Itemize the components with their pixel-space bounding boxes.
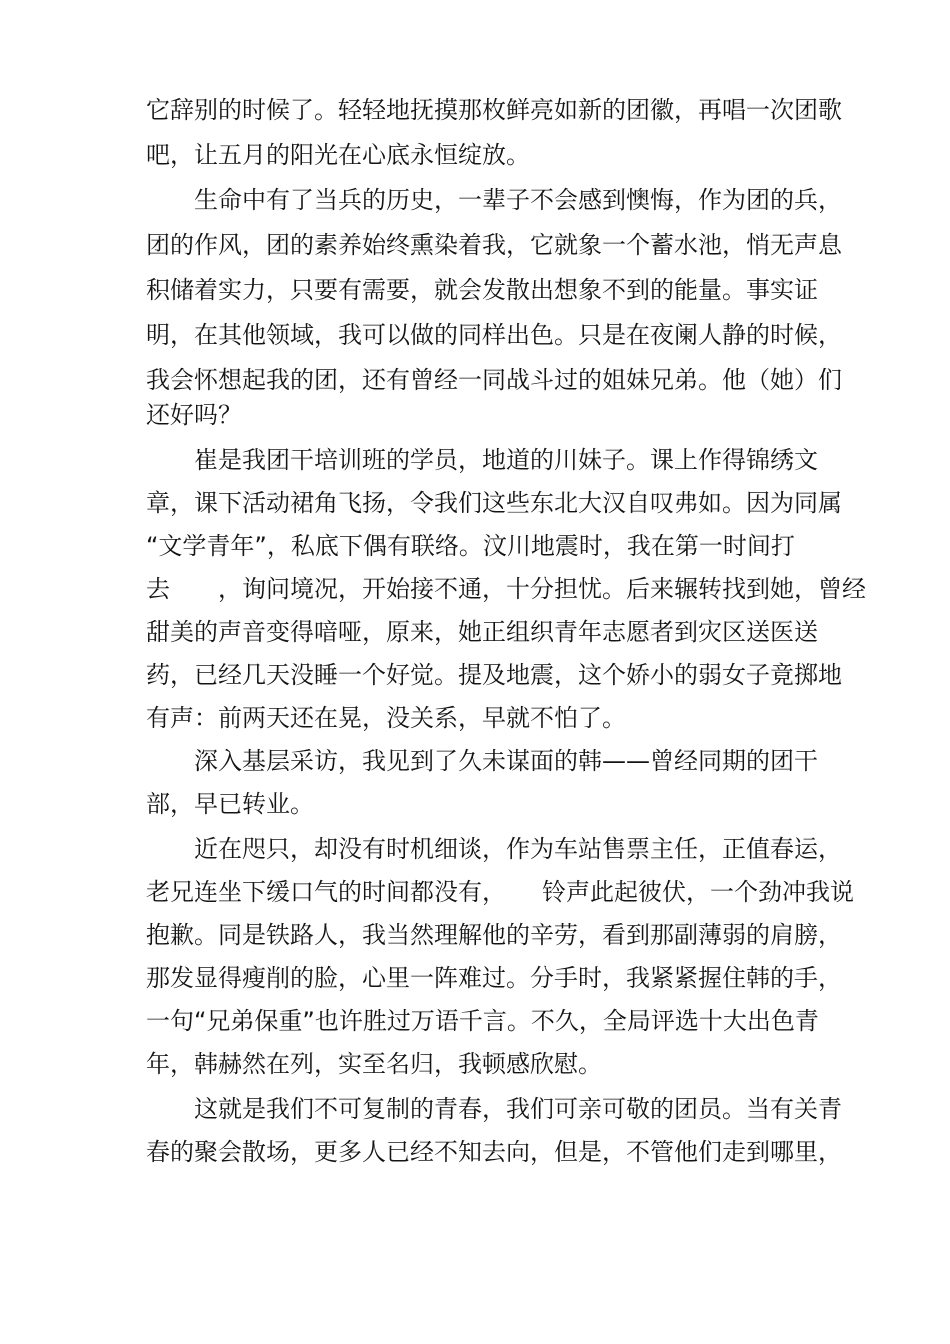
text-line: 它辞别的时候了。轻轻地抚摸那枚鲜亮如新的团徽，再唱一次团歌 xyxy=(146,96,842,124)
text-line: 吧，让五月的阳光在心底永恒绽放。 xyxy=(146,141,530,169)
text-line: 团的作风，团的素养始终熏染着我，它就象一个蓄水池，悄无声息 xyxy=(146,231,842,259)
text-line: 抱歉。同是铁路人，我当然理解他的辛劳，看到那副薄弱的肩膀， xyxy=(146,921,842,949)
text-line: 生命中有了当兵的历史，一辈子不会感到懊悔，作为团的兵， xyxy=(146,186,842,214)
text-line: 积储着实力，只要有需要，就会发散出想象不到的能量。事实证 xyxy=(146,276,818,304)
text-line: “文学青年”，私底下偶有联络。汶川地震时，我在第一时间打 xyxy=(146,532,795,560)
text-line: 崔是我团干培训班的学员，地道的川妹子。课上作得锦绣文 xyxy=(146,446,818,474)
text-line: 深入基层采访，我见到了久未谋面的韩——曾经同期的团干 xyxy=(146,747,818,775)
text-line: 明，在其他领域，我可以做的同样出色。只是在夜阑人静的时候， xyxy=(146,321,842,349)
text-line: 去 ，询问境况，开始接不通，十分担忧。后来辗转找到她，曾经 xyxy=(146,575,866,603)
text-line: 药，已经几天没睡一个好觉。提及地震，这个娇小的弱女子竟掷地 xyxy=(146,661,842,689)
text-line: 部，早已转业。 xyxy=(146,790,314,818)
text-line: 有声：前两天还在晃，没关系，早就不怕了。 xyxy=(146,704,626,732)
text-line: 近在咫只，却没有时机细谈，作为车站售票主任，正值春运， xyxy=(146,835,842,863)
text-line: 那发显得瘦削的脸，心里一阵难过。分手时，我紧紧握住韩的手， xyxy=(146,964,842,992)
text-line: 一句“兄弟保重”也许胜过万语千言。不久，全局评选十大出色青 xyxy=(146,1007,819,1035)
text-line: 我会怀想起我的团，还有曾经一同战斗过的姐妹兄弟。他（她）们 xyxy=(146,366,842,394)
text-line: 章，课下活动裙角飞扬，令我们这些东北大汉自叹弗如。因为同属 xyxy=(146,489,842,517)
text-line: 这就是我们不可复制的青春，我们可亲可敬的团员。当有关青 xyxy=(146,1095,842,1123)
text-line: 年，韩赫然在列，实至名归，我顿感欣慰。 xyxy=(146,1050,602,1078)
text-line: 甜美的声音变得喑哑，原来，她正组织青年志愿者到灾区送医送 xyxy=(146,618,818,646)
text-line: 春的聚会散场，更多人已经不知去向，但是，不管他们走到哪里， xyxy=(146,1138,842,1166)
text-line: 老兄连坐下缓口气的时间都没有， 铃声此起彼伏，一个劲冲我说 xyxy=(146,878,854,906)
text-line: 还好吗？ xyxy=(146,401,242,429)
